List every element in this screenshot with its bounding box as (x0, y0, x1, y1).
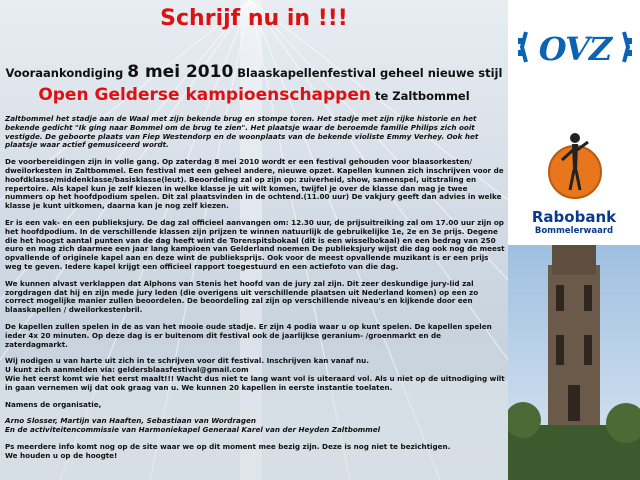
signature-committee: En de activiteitencommissie van Harmoniekapel Generaal Karel van der Heyden Zaltbommel (5, 425, 381, 435)
signature (5, 417, 505, 435)
championship-title: Open Gelderse kampioenschappen (38, 85, 371, 105)
paragraph-jury-head: We kunnen alvast verklappen dat Alphons van Stenis het hoofd van de jury zal zijn. Dit zeer deskundige jury-lid zal zorgdragen dat hij en zijn mede jury leden (die overigens uit verschillende plaatsen uit Nederland komen) op een zo correct mogelijke manier zullen beoordelen. De beoordeling zal zijn op verschillende niveau's en kijkende door een blaaskapellen / dweilorkestenbril. (5, 278, 479, 315)
announcement-line (0, 62, 508, 82)
postscript-info: Ps meerdere info komt nog op de site waar we op dit moment mee bezig zijn. Deze is nog niet te bezichtigen. (5, 441, 451, 451)
rabobank-branch: Bommelerwaard (534, 226, 614, 236)
signature-names: Arno Slosser, Martijn van Haaften, Sebastiaan van Wordragen (5, 416, 256, 426)
championship-line (0, 85, 508, 105)
rabobank-logo-icon[interactable] (540, 130, 610, 200)
intro-paragraph: Zaltbommel het stadje aan de Waal met zijn bekende brug en stompe toren. Het stadje met zijn rijke historie en het bekende gedicht "Ik ging naar Bommel om de brug te zien". Het plaatsje waar de beroemde familie Philips zich ooit vestigde. De geboorte plaats van Fiep Westendorp en de woonplaats van de bekende violiste Emmy Verhey. Ook het plaatsje waar actief gemusiceerd wordt. (5, 114, 479, 150)
rabobank-name: Rabobank (531, 208, 617, 226)
announce-suffix: Blaaskapellenfestival geheel nieuwe stijl (237, 66, 503, 80)
registration-deadline: Wie het eerst komt wie het eerst maalt!!! Wacht dus niet te lang want vol is uiteraard vol. Als u niet op de uitnodiging wilt in gaan vernemen wij dat ook graag van u. We kunnen 20 kapellen in eerste instantie toelaten. (5, 373, 505, 392)
registration-invite: Wij nodigen u van harte uit zich in te schrijven voor dit festival. Inschrijven kan vanaf nu. (5, 356, 370, 366)
paragraph-preparations: De voorbereidingen zijn in volle gang. Op zaterdag 8 mei 2010 wordt er een festival gehouden voor blaasorkesten/ dweilorkesten in Zaltbommel. Een festival met een geheel andere, nieuwe opzet. Kapellen kunnen zich inschrijven voor de hoofdklasse/middenklasse/basisklasse(leut). Beoordeling zal op zijn op: zuiverheid, show, samenspel, uitstraling en repertoire. Als kapel kun je zelf kiezen in welke klasse je uit wilt komen, twijfel je over de klasse dan mag je twee nummers op het hoofdpodium spelen. Dit zal plaatsvinden in de ochtend.(11.00 uur) De vakjury geeft dan advies in welke klasse je kunt uitkomen, daarna kan je nog zelf kiezen. (5, 157, 504, 211)
ovz-wordmark: OVZ (538, 30, 612, 68)
church-tower-photo (508, 245, 640, 480)
championship-location: te Zaltbommel (375, 89, 470, 103)
closing-line: Namens de organisatie, (5, 399, 102, 409)
postscript (5, 443, 505, 461)
sponsor-sidebar (508, 0, 640, 480)
announce-date: 8 mei 2010 (127, 62, 234, 82)
ovz-logo[interactable] (516, 12, 634, 82)
postscript-update: We houden u op de hoogte! (5, 450, 118, 460)
registration-email[interactable]: U kunt zich aanmelden via: geldersblaasfestival@gmail.com (5, 365, 249, 375)
announce-prefix: Vooraankondiging (5, 66, 124, 80)
announcement-body (5, 115, 505, 469)
paragraph-venue: De kapellen zullen spelen in de as van het mooie oude stadje. Er zijn 4 podia waar u op kunt spelen. De kapellen spelen ieder 4x 20 minuten. Op deze dag is er buitenom dit festival ook de jaarlijkse geranium- /groenmarkt en de zaterdagmarkt. (5, 321, 492, 349)
paragraph-registration (5, 357, 505, 392)
paragraph-jury-prizes: Er is een vak- en een publieksjury. De dag zal officieel aanvangen om: 12.30 uur, de prijsuitreiking zal om 17.00 uur zijn op het hoofdpodium. In de verschillende klassen zijn prijzen te winnen natuurlijk de gebruikelijke 1e, 2e en 3e prijs. Degene die het hoogst aantal punten van de dag heeft wint de Torenspitsbokaal (dit is een wisselbokaal) en een bedrag van 250 euro en mag zich daarmee een jaar lang kampioen van Gelderland noemen De publieksjury wijst die dag ook nog de meest opvallende of originele kapel aan en deze wint de publieksprijs. Ook voor de meest opvallende muzikant is er een prijs weg te geven. Iedere kapel krijgt een officieel rapport toegestuurd en een actiefoto van die dag. (5, 217, 505, 271)
page-title: Schrijf nu in !!! (160, 6, 348, 31)
